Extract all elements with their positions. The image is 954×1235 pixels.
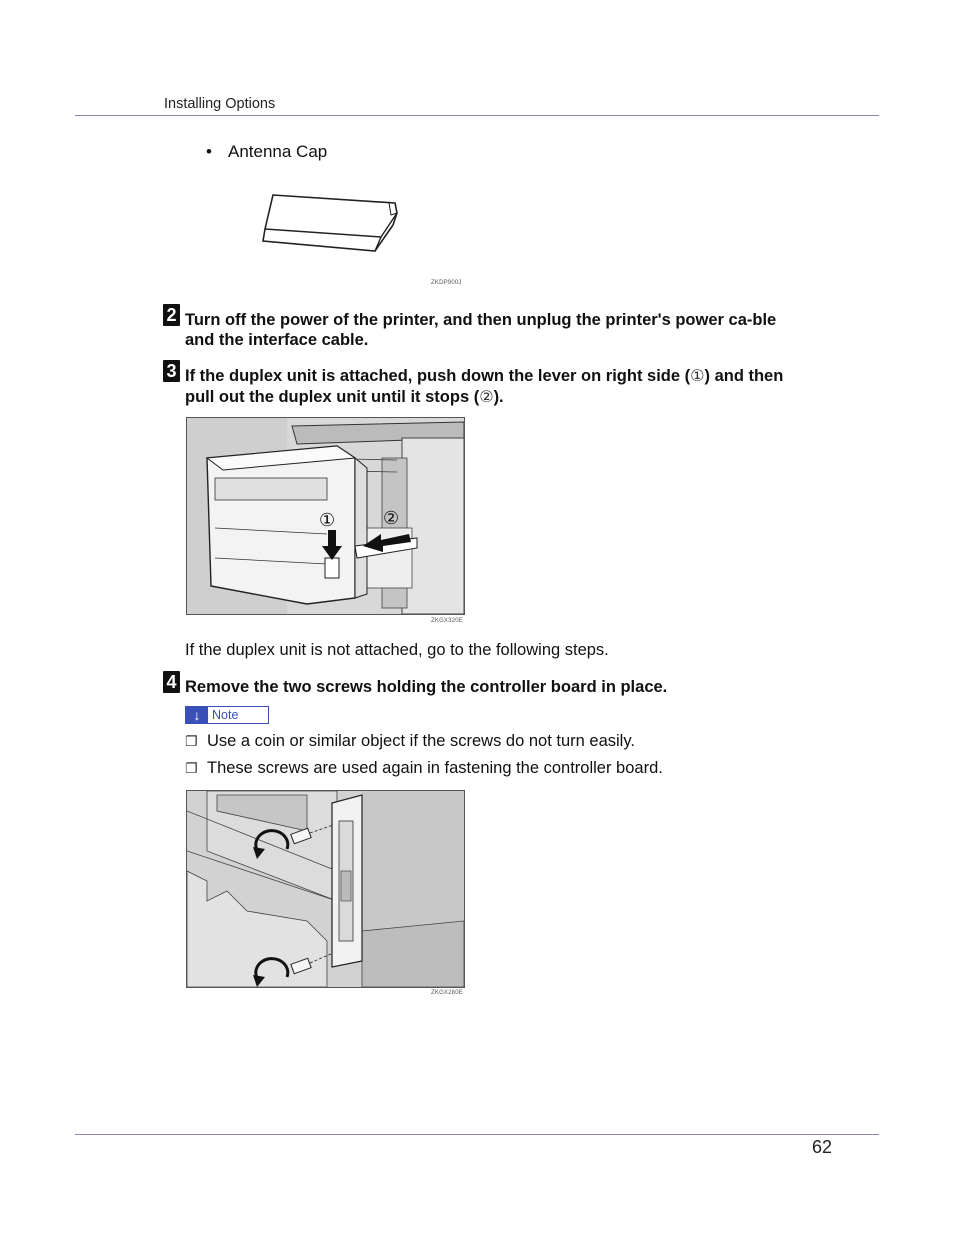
step-2 (163, 305, 803, 350)
running-header: Installing Options (164, 96, 276, 112)
step-number-badge: 2 (163, 304, 180, 326)
checkbox-marker-icon: ❐ (185, 760, 198, 776)
note-item: ❐ Use a coin or similar object if the screws do not turn easily. (185, 732, 635, 750)
note-item: ❐ These screws are used again in fastening the controller board. (185, 759, 663, 777)
bullet-marker: • (206, 142, 212, 161)
controller-board-screws-illustration (186, 790, 465, 988)
header-rule (75, 115, 879, 116)
bullet-item (206, 142, 327, 162)
footer-rule (75, 1134, 879, 1135)
step-text: Remove the two screws holding the controller board in place. (185, 678, 668, 696)
callout-1-label: ① (319, 510, 336, 530)
antenna-cap-illustration (255, 185, 415, 260)
figure-code: ZKGX320E (431, 618, 463, 624)
step-number-badge: 4 (163, 671, 180, 693)
note-badge (185, 706, 269, 724)
step-number-badge: 3 (163, 360, 180, 382)
bullet-text: Antenna Cap (228, 142, 328, 161)
step-3 (163, 361, 803, 408)
note-label: Note (212, 708, 239, 722)
callout-2-label: ② (383, 508, 400, 528)
callout-1-marker: ① (690, 368, 705, 385)
step-text: If the duplex unit is attached, push down the lever on right side (①) and then pull out the duplex unit until it stops (②). (185, 367, 784, 406)
page-number: 62 (812, 1137, 833, 1157)
figure-code: ZKDP900J (431, 280, 462, 286)
checkbox-marker-icon: ❐ (185, 733, 198, 749)
callout-2-marker: ② (479, 389, 494, 406)
duplex-unit-illustration (186, 417, 465, 615)
paragraph-not-attached: If the duplex unit is not attached, go to the following steps. (185, 641, 609, 659)
step-text: Turn off the power of the printer, and then unplug the printer's power ca-ble and the interface cable. (185, 311, 777, 349)
down-arrow-icon: ↓ (186, 707, 208, 723)
step-4 (163, 672, 803, 697)
figure-code: ZKGX280E (431, 990, 463, 996)
